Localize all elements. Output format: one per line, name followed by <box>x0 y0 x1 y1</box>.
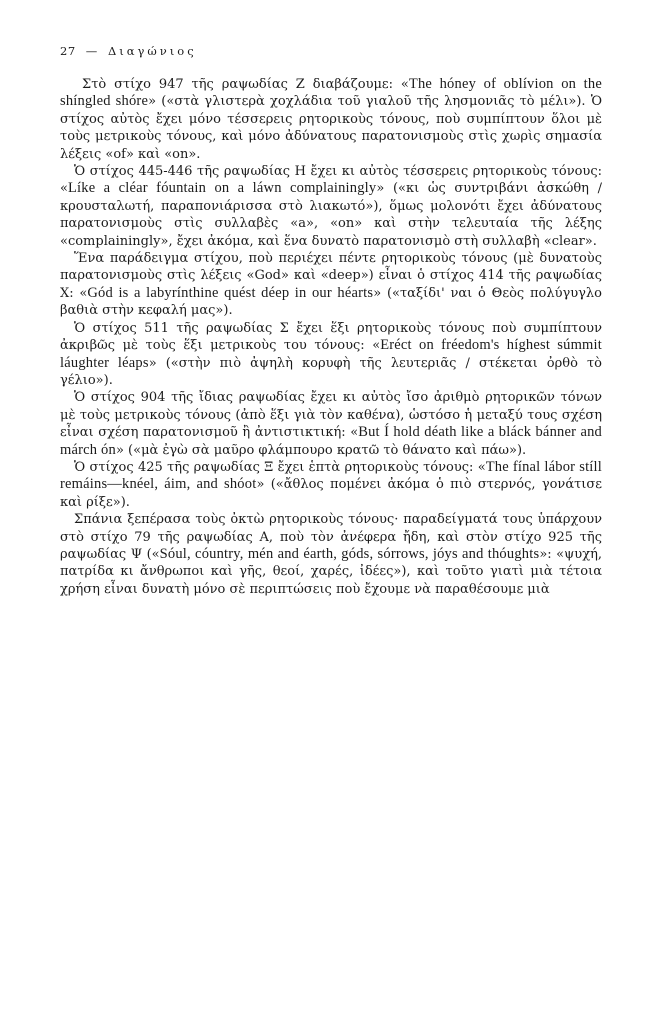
english-verse: Sóul, cóuntry, mén and éarth, góds, sórrows, jóys and thóughts <box>159 545 540 562</box>
paragraph <box>60 320 602 390</box>
paragraph <box>60 76 602 163</box>
paragraph-text: » («ταξίδι' ναι ὁ Θεὸς πολύγυγλο βαθιὰ στὴν κεφαλή μας»). <box>60 285 602 319</box>
paragraph-text: Ὁ στίχος 445-446 τῆς ραψωδίας Η ἔχει κι αὐτὸς τέσσερεις ρητορικοὺς τόνους: « <box>60 164 602 197</box>
paragraph-text: Στὸ στίχο 947 τῆς ραψωδίας Ζ διαβάζουμε: « <box>82 77 409 92</box>
english-verse: Líke a cléar fóuntain on a láwn complainingly <box>67 180 377 197</box>
paragraph-text: » («μὰ ἐγὼ σὰ μαῦρο φλάμπουρο κρατῶ τὸ θάνατο καὶ πάω»). <box>115 442 527 458</box>
paragraph-text: »: «ψυχή, πατρίδα κι ἄνθρωποι καὶ γῆς, θεοί, χαρές, ἰδέες»), καὶ τοῦτο γιατὶ μιὰ τέτοια χρήση εἶναι δυνατὴ μόνο σὲ περιπτώσεις ποὺ ἔχουμε νὰ παραθέσουμε μιὰ <box>60 546 602 597</box>
paragraph <box>60 389 602 459</box>
body-text <box>60 76 602 598</box>
english-verse: The fínal lábor stíll remáins—knéel, áim, and shóot <box>60 458 602 493</box>
paragraph-text: » («ἄθλος πομένει ἀκόμα ὁ πιὸ στερνός, γονάτισε καὶ ρίξε»). <box>60 477 602 510</box>
paragraph-text: » («στὰ γλιστερὰ χοχλάδια τοῦ γιαλοῦ τῆς λησμονιᾶς τὸ μέλι»). Ὁ στίχος αὐτὸς ἔχει μόνο τέσσερεις ρητορικοὺς τόνους, ποὺ συμπίπτουν ὅλοι μὲ τοὺς μετρικοὺς τόνους, καὶ μόνο ἀδύνατους παρατονισμοὺς στὶς χωρὶς σημασία λέξεις «of» καὶ «on». <box>60 94 602 162</box>
paragraph <box>60 163 602 250</box>
paragraph <box>60 250 602 320</box>
header-dash: — <box>85 44 98 58</box>
english-verse: Eréct on fréedom's híghest súmmit láughter léaps <box>60 337 602 371</box>
paragraph-text: Ὁ στίχος 511 τῆς ραψωδίας Σ ἔχει ἕξι ρητορικοὺς τόνους ποὺ συμπίπτουν ἀκριβῶς μὲ τοὺς ἕξι μετρικοὺς του τόνους: « <box>60 320 602 354</box>
paragraph <box>60 459 602 511</box>
paragraph-text: Ὁ στίχος 904 τῆς ἴδιας ραψωδίας ἔχει κι αὐτὸς ἴσο ἀριθμὸ ρητορικῶν τόνων μὲ τοὺς μετρικοὺς τόνους (ἀπὸ ἕξι γιὰ τὸν καθένα), ὡστόσο ἡ μεταξύ τους σχέση εἶναι σχέση παρατονισμοῦ ἢ ἀντιστικτική: « <box>60 390 602 441</box>
english-verse: But Í hold déath like a bláck bánner and márch ón <box>60 424 602 458</box>
paragraph <box>60 511 602 598</box>
paragraph-text: Ἕνα παράδειγμα στίχου, ποὺ περιέχει πέντε ρητορικοὺς τόνους (μὲ δυνατοὺς παρατονισμοὺς στὶς λέξεις «God» καὶ «deep») εἶναι ὁ στίχος 414 τῆς ραψωδίας Χ: « <box>60 251 602 301</box>
running-header <box>60 44 602 58</box>
paragraph-text: Ὁ στίχος 425 τῆς ραψωδίας Ξ ἔχει ἑπτὰ ρητορικοὺς τόνους: « <box>74 459 486 475</box>
paragraph-text: Σπάνια ξεπέρασα τοὺς ὀκτὼ ρητορικοὺς τόνους· παραδείγματά τους ὑπάρχουν στὸ στίχο 79 τῆς ραψωδίας Α, ποὺ τὸν ἀνέφερα ἤδη, καὶ στὸν στίχο 925 τῆς ραψωδίας Ψ (« <box>60 512 602 562</box>
page-number: 27 <box>60 44 76 58</box>
running-title: Διαγώνιος <box>107 44 197 58</box>
english-verse: The hóney of oblívion on the shíngled shóre <box>60 76 602 110</box>
paragraph-text: » («στὴν πιὸ ἀψηλὴ κορυφὴ τῆς λευτεριᾶς / στέκεται ὀρθὸ τὸ γέλιο»). <box>60 355 602 388</box>
paragraph-text: » («κι ὡς συντριβάνι ἀσκώθη / κρουσταλωτή, παραπονιάρισσα στὸ λιακωτό»), ὅμως μολονότι ἔχει ἀδύνατους παρατονισμοὺς στὶς συλλαβὲς «a», «on» καὶ στὴν τελευταία τῆς λέξης «complainingly», ἔχει ἀκόμα, καὶ ἕνα δυνατὸ παρατονισμὸ στὴ συλλαβὴ «clear». <box>60 181 602 249</box>
english-verse: Gód is a labyrínthine quést déep in our héarts <box>87 284 374 301</box>
